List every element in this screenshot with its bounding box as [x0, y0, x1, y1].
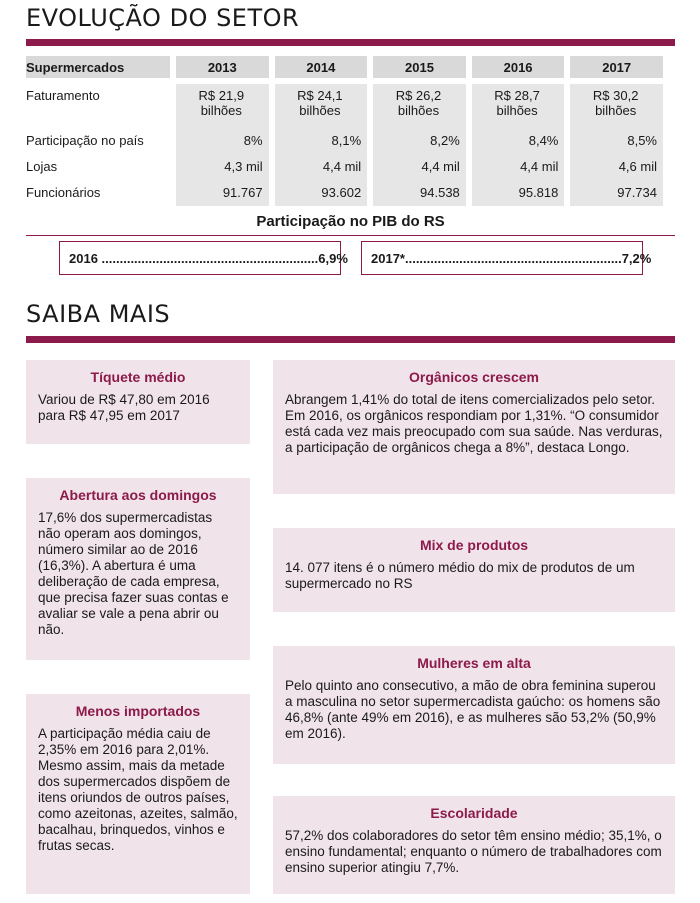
table-cell: 8,2% — [373, 128, 466, 154]
table-cell: R$ 28,7 bilhões — [472, 84, 565, 128]
table-cell: R$ 26,2 bilhões — [373, 84, 466, 128]
table-cell: 97.734 — [570, 180, 663, 206]
table-cell: R$ 24,1 bilhões — [275, 84, 368, 128]
year-header: 2013 — [176, 56, 269, 78]
pib-box-2017 — [361, 241, 652, 275]
card-mix-produtos — [273, 528, 675, 612]
table-cell: 4,4 mil — [373, 154, 466, 180]
pib-title: Participação no PIB do RS — [256, 213, 445, 230]
table-cell: 4,3 mil — [176, 154, 269, 180]
pib-leader: ............................................................ — [404, 251, 622, 266]
table-cell: 8,5% — [570, 128, 663, 154]
card-abertura-domingos — [26, 478, 250, 660]
table-cell: R$ 30,2 bilhões — [570, 84, 663, 128]
card-text: Variou de R$ 47,80 em 2016 para R$ 47,95 em 2017 — [38, 392, 210, 423]
card-title: Orgânicos crescem — [409, 369, 539, 385]
table-cell: 4,4 mil — [275, 154, 368, 180]
table-row — [26, 128, 663, 154]
card-title: Menos importados — [75, 703, 201, 719]
row-label: Faturamento — [26, 88, 100, 103]
card-text: 57,2% dos colaboradores do setor têm ensino médio; 35,1%, o ensino fundamental; enquanto o número de trabalhadores com ensino superior atingiu 7,7%. — [285, 828, 662, 875]
card-text: Abrangem 1,41% do total de itens comercializados pelo setor. Em 2016, os orgânicos respondiam por 1,31%. “O consumidor está cada vez mais preocupado com sua saúde. Nas verduras, a participação de orgânicos chega a 8%”, destaca Longo. — [285, 392, 663, 455]
card-text: A participação média caiu de 2,35% em 2016 para 2,01%. Mesmo assim, mais da metade dos supermercados dispõem de itens oriundos de outros países, como azeitonas, azeites, salmão, bacalhau, brinquedos, vinhos e frutas secas. — [38, 726, 238, 853]
year-header: 2014 — [275, 56, 368, 78]
row-label: Funcionários — [26, 185, 101, 200]
pib-leader: ............................................................ — [101, 251, 319, 266]
row-label: Lojas — [26, 159, 58, 174]
card-mulheres-em-alta — [273, 646, 675, 764]
table-cell: 8,4% — [472, 128, 565, 154]
pib-year: 2017* — [371, 251, 405, 266]
card-text: 17,6% dos supermercadistas não operam aos domingos, número similar ao de 2016 (16,3%). A abertura é uma deliberação de cada empresa, que precisa fazer suas contas e avaliar se vale a pena abrir ou não. — [38, 510, 229, 637]
year-header: 2015 — [373, 56, 466, 78]
card-text: Pelo quinto ano consecutivo, a mão de obra feminina superou a masculina no setor supermercadista gaúcho: os homens são 46,8% (ante 49% em 2016), e as mulheres são 53,2% (50,9% em 2016). — [285, 678, 661, 741]
card-organicos — [273, 360, 675, 494]
table-cell: 8% — [176, 128, 269, 154]
row-label: Participação no país — [26, 133, 144, 148]
section-title-evolucao: EVOLUÇÃO DO SETOR — [26, 4, 300, 32]
year-header: 2017 — [570, 56, 663, 78]
section-rule — [26, 39, 675, 46]
card-escolaridade — [273, 796, 675, 894]
table-cell: 93.602 — [275, 180, 368, 206]
card-title: Escolaridade — [430, 805, 518, 821]
table-header-row — [26, 56, 663, 78]
table-cell: R$ 21,9 bilhões — [176, 84, 269, 128]
card-title: Abertura aos domingos — [59, 487, 217, 503]
table-header-label: Supermercados — [26, 56, 170, 78]
section-title-saiba-mais: SAIBA MAIS — [26, 300, 171, 328]
table-cell: 95.818 — [472, 180, 565, 206]
pib-divider — [26, 235, 675, 236]
table-row — [26, 180, 663, 206]
pib-box-2016 — [59, 241, 348, 275]
table-cell: 94.538 — [373, 180, 466, 206]
table-row — [26, 154, 663, 180]
pib-value: 7,2% — [621, 251, 652, 266]
stats-table — [20, 56, 669, 206]
pib-value: 6,9% — [318, 251, 348, 266]
pib-year: 2016 — [69, 251, 98, 266]
year-header: 2016 — [472, 56, 565, 78]
table-cell: 4,4 mil — [472, 154, 565, 180]
table-cell: 91.767 — [176, 180, 269, 206]
card-title: Tíquete médio — [90, 369, 186, 385]
card-menos-importados — [26, 694, 250, 894]
card-text: 14. 077 itens é o número médio do mix de produtos de um supermercado no RS — [285, 560, 635, 591]
table-row — [26, 84, 663, 128]
table-cell: 8,1% — [275, 128, 368, 154]
card-tiquete-medio — [26, 360, 250, 444]
section-rule — [26, 336, 675, 343]
card-title: Mulheres em alta — [417, 655, 531, 671]
table-cell: 4,6 mil — [570, 154, 663, 180]
card-title: Mix de produtos — [419, 537, 529, 553]
